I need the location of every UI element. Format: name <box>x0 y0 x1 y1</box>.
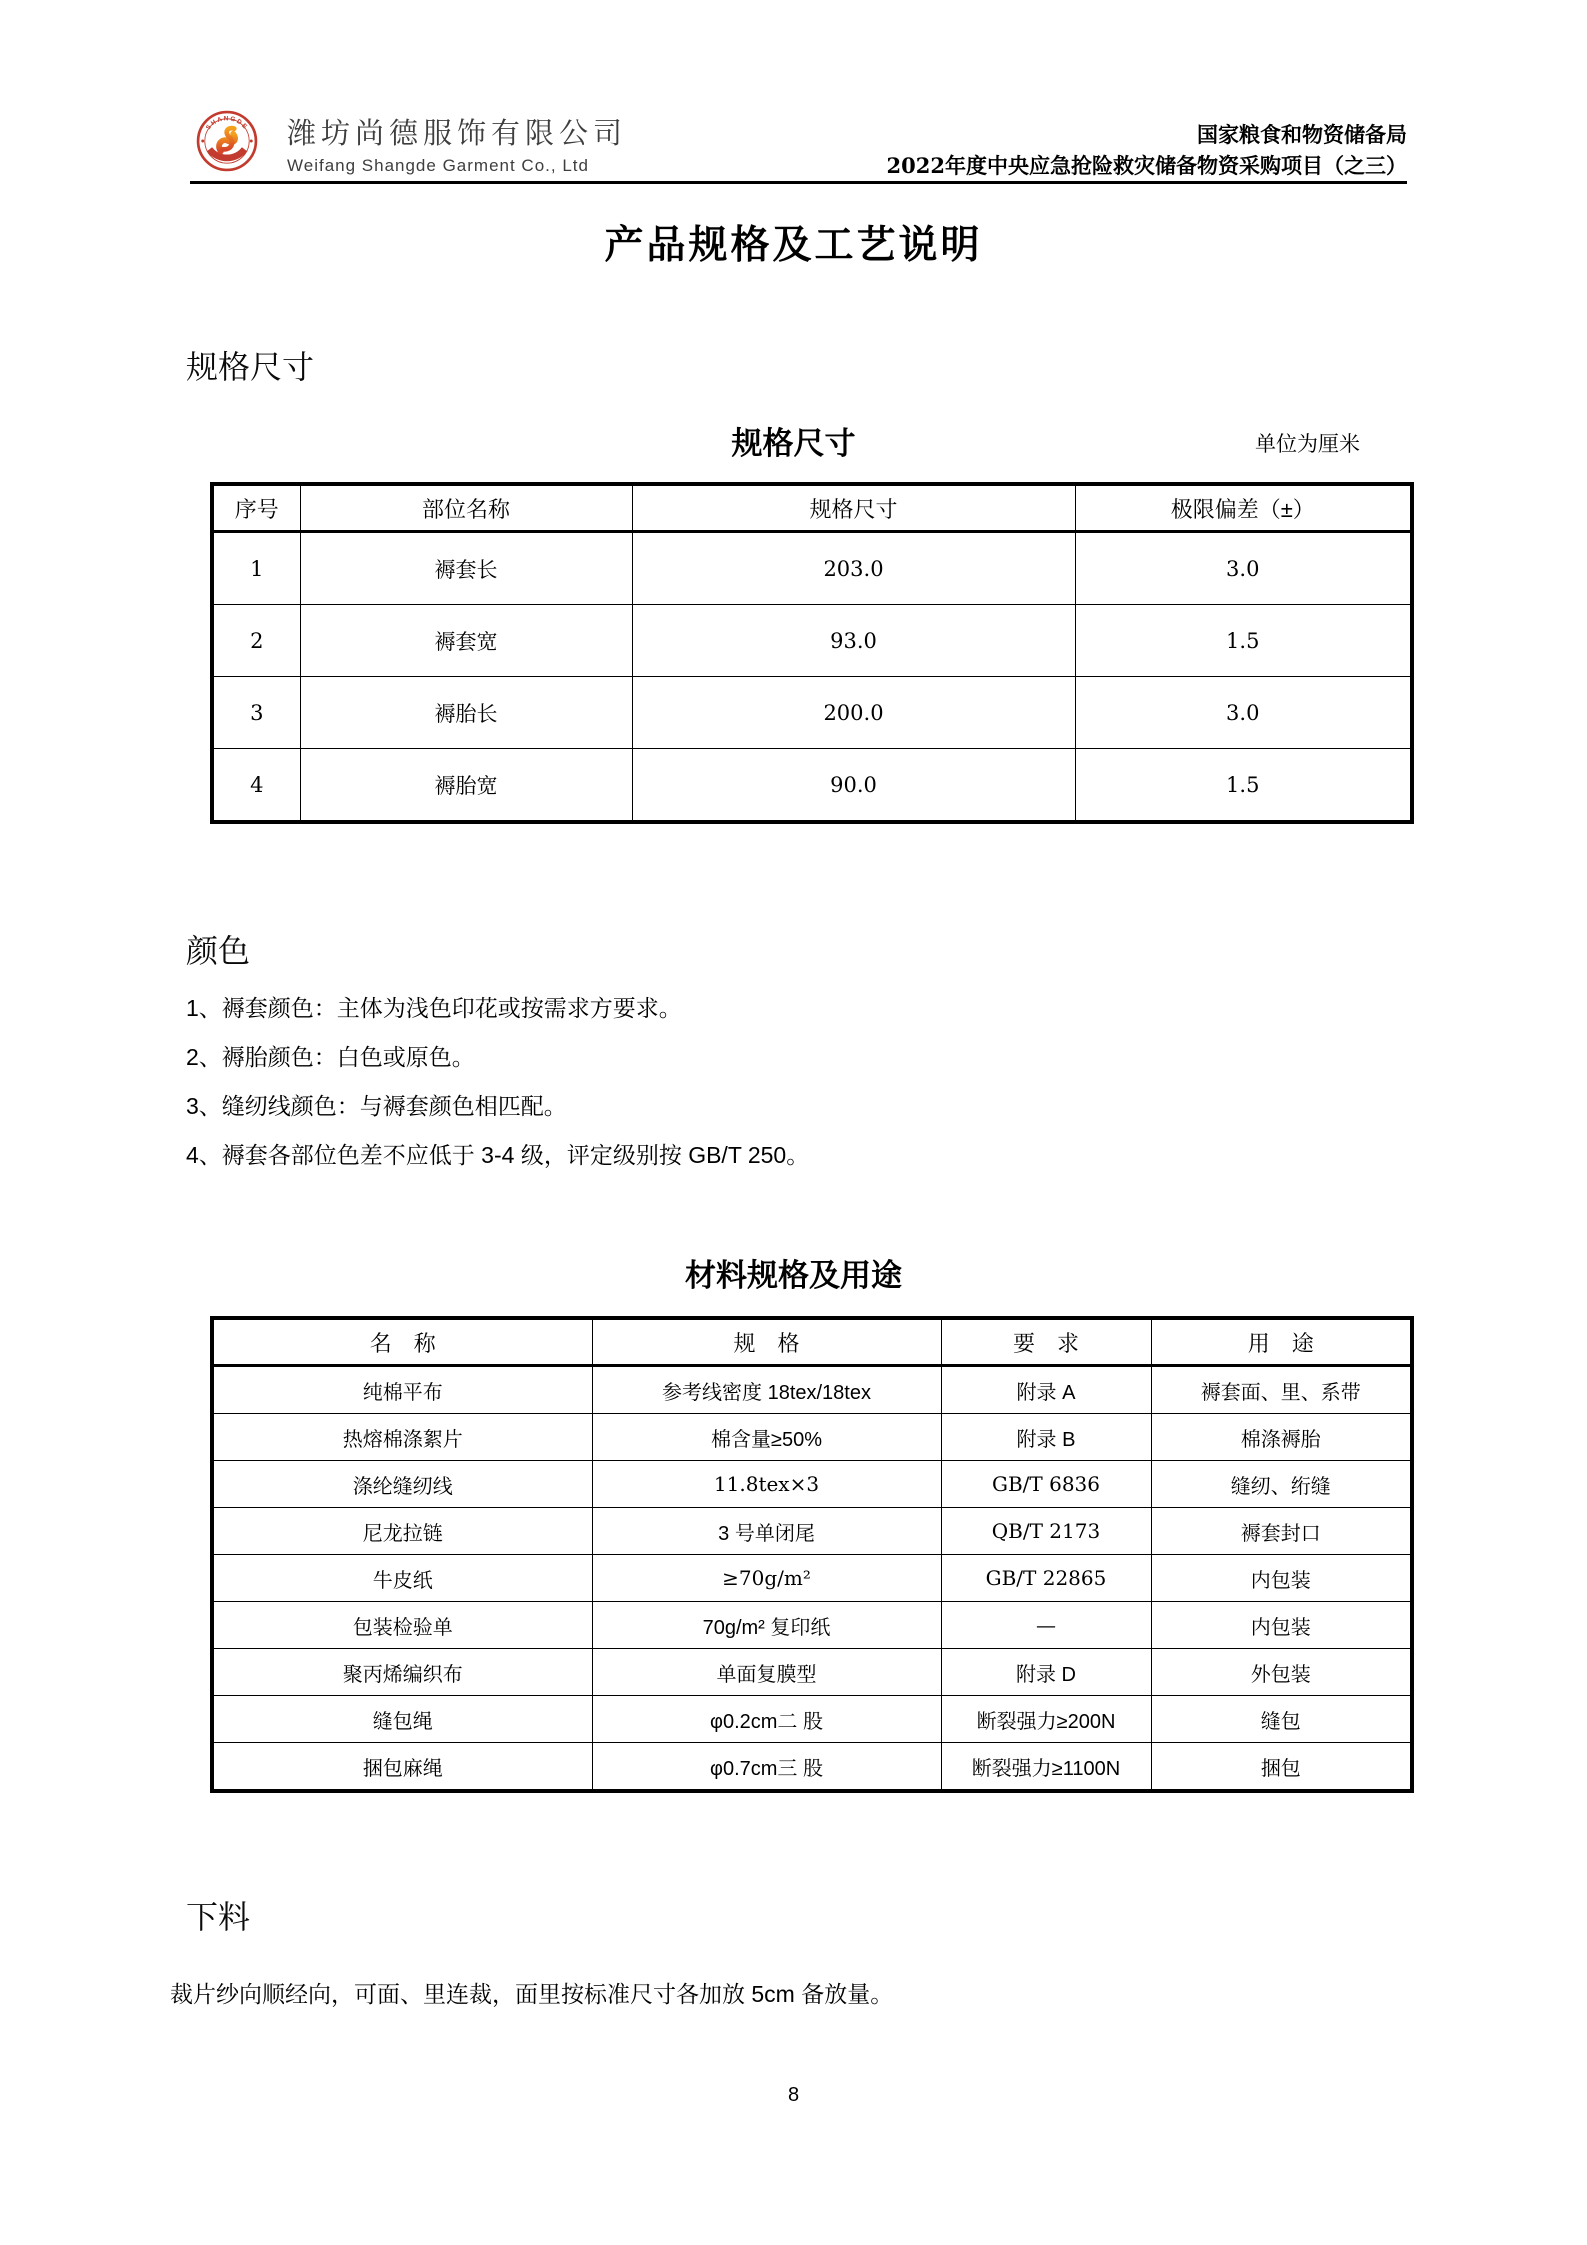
table-row <box>212 605 1412 677</box>
table-cell: 内包装 <box>1151 1602 1412 1649</box>
table-cell: 纯棉平布 <box>212 1366 592 1414</box>
spec-table-header-row <box>212 484 1412 532</box>
list-item: 1、褥套颜色：主体为浅色印花或按需求方要求。 <box>186 995 682 1021</box>
table-cell: 附录 A <box>941 1366 1151 1414</box>
table-cell: — <box>941 1602 1151 1649</box>
table-cell: 1.5 <box>1075 605 1412 677</box>
spec-col-header: 序号 <box>212 484 300 532</box>
table-row <box>212 1743 1412 1792</box>
table-row <box>212 677 1412 749</box>
company-logo-icon <box>196 110 258 172</box>
section-heading-spec: 规格尺寸 <box>186 349 315 385</box>
table-cell: 外包装 <box>1151 1649 1412 1696</box>
table-cell: 3.0 <box>1075 532 1412 605</box>
table-row <box>212 1602 1412 1649</box>
table-cell: GB/T 22865 <box>941 1555 1151 1602</box>
material-col-header: 规 格 <box>592 1318 941 1366</box>
table-cell: 聚丙烯编织布 <box>212 1649 592 1696</box>
table-cell: 褥套宽 <box>300 605 632 677</box>
table-cell: QB/T 2173 <box>941 1508 1151 1555</box>
project-header <box>887 120 1407 181</box>
table-cell: 1 <box>212 532 300 605</box>
table-cell: 褥胎宽 <box>300 749 632 823</box>
agency-name: 国家粮食和物资储备局 <box>1197 122 1407 147</box>
table-cell: 褥套封口 <box>1151 1508 1412 1555</box>
table-cell: 棉含量≥50% <box>592 1414 941 1461</box>
table-cell: 捆包麻绳 <box>212 1743 592 1792</box>
table-row <box>212 1508 1412 1555</box>
section-heading-color: 颜色 <box>186 933 251 969</box>
list-item: 4、褥套各部位色差不应低于 3-4 级，评定级别按 GB/T 250。 <box>186 1142 810 1168</box>
table-row <box>212 1555 1412 1602</box>
material-col-header: 要 求 <box>941 1318 1151 1366</box>
company-name-cn: 潍坊尚德服饰有限公司 <box>287 118 628 150</box>
table-cell: 尼龙拉链 <box>212 1508 592 1555</box>
table-cell: 3 号单闭尾 <box>592 1508 941 1555</box>
table-cell: 棉涤褥胎 <box>1151 1414 1412 1461</box>
table-row <box>212 532 1412 605</box>
table-cell: 附录 B <box>941 1414 1151 1461</box>
table-cell: ≥70g/m² <box>592 1555 941 1602</box>
table-cell: 褥套面、里、系带 <box>1151 1366 1412 1414</box>
table-cell: 缝纫、绗缝 <box>1151 1461 1412 1508</box>
table-row <box>212 749 1412 823</box>
table-cell: 70g/m² 复印纸 <box>592 1602 941 1649</box>
table-cell: 1.5 <box>1075 749 1412 823</box>
cutting-paragraph: 裁片纱向顺经向，可面、里连裁，面里按标准尺寸各加放 5cm 备放量。 <box>170 1981 894 2007</box>
table-cell: 缝包 <box>1151 1696 1412 1743</box>
table-cell: 90.0 <box>632 749 1075 823</box>
table-cell: 牛皮纸 <box>212 1555 592 1602</box>
table-row <box>212 1649 1412 1696</box>
table-cell: 参考线密度 18tex/18tex <box>592 1366 941 1414</box>
table-cell: 包装检验单 <box>212 1602 592 1649</box>
table-cell: φ0.2cm二 股 <box>592 1696 941 1743</box>
table-cell: 200.0 <box>632 677 1075 749</box>
material-table-header-row <box>212 1318 1412 1366</box>
spec-table-caption: 规格尺寸 <box>731 426 856 461</box>
project-name: 2022年度中央应急抢险救灾储备物资采购项目（之三） <box>886 153 1407 178</box>
header-divider <box>190 181 1407 184</box>
material-table <box>210 1316 1414 1793</box>
table-cell: 缝包绳 <box>212 1696 592 1743</box>
spec-col-header: 极限偏差（±） <box>1075 484 1412 532</box>
table-cell: 褥套长 <box>300 532 632 605</box>
table-row <box>212 1366 1412 1414</box>
table-cell: 热熔棉涤絮片 <box>212 1414 592 1461</box>
company-name-en: Weifang Shangde Garment Co., Ltd <box>287 156 589 175</box>
table-cell: 3 <box>212 677 300 749</box>
table-cell: 2 <box>212 605 300 677</box>
page-number: 8 <box>787 2084 800 2106</box>
table-cell: 断裂强力≥1100N <box>941 1743 1151 1792</box>
spec-col-header: 部位名称 <box>300 484 632 532</box>
list-item: 2、褥胎颜色：白色或原色。 <box>186 1044 475 1070</box>
table-cell: 断裂强力≥200N <box>941 1696 1151 1743</box>
material-col-header: 名 称 <box>212 1318 592 1366</box>
spec-col-header: 规格尺寸 <box>632 484 1075 532</box>
table-cell: 涤纶缝纫线 <box>212 1461 592 1508</box>
table-row <box>212 1696 1412 1743</box>
table-cell: 内包装 <box>1151 1555 1412 1602</box>
unit-note: 单位为厘米 <box>1255 432 1360 456</box>
table-cell: GB/T 6836 <box>941 1461 1151 1508</box>
table-cell: 单面复膜型 <box>592 1649 941 1696</box>
table-cell: 203.0 <box>632 532 1075 605</box>
table-cell: 捆包 <box>1151 1743 1412 1792</box>
material-col-header: 用 途 <box>1151 1318 1412 1366</box>
company-identity <box>287 116 627 178</box>
logo-arc-text: SHANGDE <box>204 115 250 132</box>
table-row <box>212 1461 1412 1508</box>
page-title: 产品规格及工艺说明 <box>604 224 983 267</box>
table-cell: 11.8tex×3 <box>592 1461 941 1508</box>
color-requirements-list <box>186 992 809 1188</box>
table-row <box>212 1414 1412 1461</box>
table-cell: 附录 D <box>941 1649 1151 1696</box>
table-cell: 3.0 <box>1075 677 1412 749</box>
list-item: 3、缝纫线颜色：与褥套颜色相匹配。 <box>186 1093 567 1119</box>
spec-table <box>210 482 1414 824</box>
table-cell: 褥胎长 <box>300 677 632 749</box>
table-cell: 4 <box>212 749 300 823</box>
table-cell: 93.0 <box>632 605 1075 677</box>
table-cell: φ0.7cm三 股 <box>592 1743 941 1792</box>
section-heading-cutting: 下料 <box>186 1899 251 1935</box>
material-table-caption: 材料规格及用途 <box>685 1258 902 1293</box>
